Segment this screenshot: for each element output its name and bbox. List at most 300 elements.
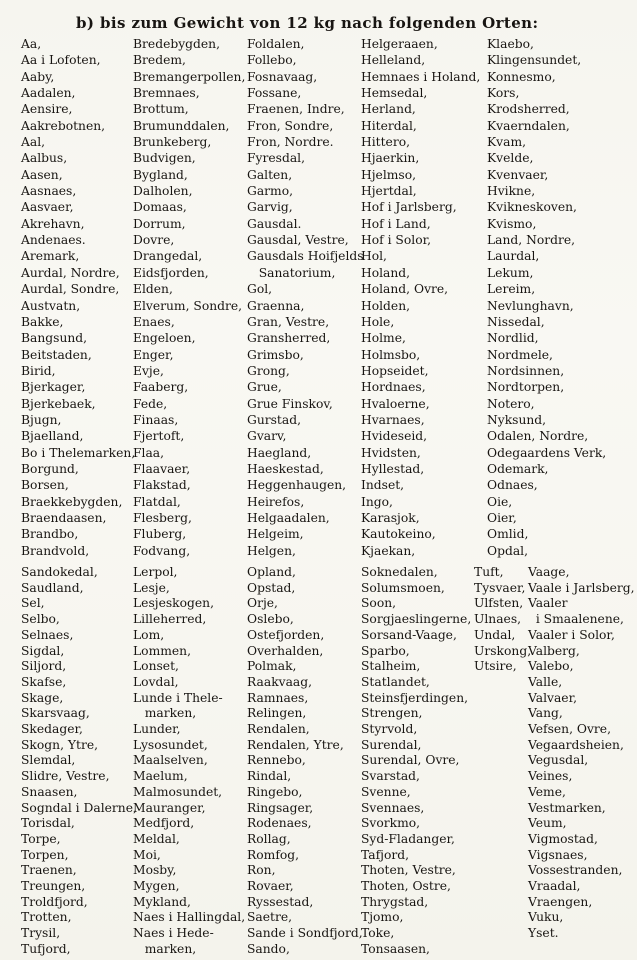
place-entry: Vestmarken, [528,800,606,815]
place-entry: Hole, [361,314,395,329]
place-entry: Birid, [21,363,56,378]
place-entry: Gausdal, Vestre, [247,233,349,248]
place-entry: Soknedalen, [361,565,438,579]
place-entry: Helgeraaen, [361,37,438,51]
place-entry: Bremnaes, [133,86,200,101]
place-entry: Aaby, [21,69,55,84]
place-entry: Fosnavaag, [247,69,318,84]
place-entry: Flakstad, [133,478,191,493]
place-entry: Brottum, [133,102,189,117]
place-entry: Vuku, [528,910,564,925]
place-entry: Slidre, Vestre, [21,769,110,784]
place-entry: Kautokeino, [361,527,436,542]
place-entry: Gran, Vestre, [247,314,330,329]
place-entry: Undal, [474,627,516,642]
place-entry: Haegland, [247,445,312,460]
place-entry: Slemdal, [21,753,76,768]
place-entry: Helgen, [247,543,296,558]
places-column-bottom-5 [474,565,531,675]
places-column-top-2 [133,36,245,559]
place-entry: Steinsfjerdingen, [361,690,469,705]
place-entry: Akrehavn, [21,216,85,231]
place-entry: Valle, [528,674,563,689]
place-entry: Valebo, [528,659,574,674]
place-entry: Bjerkager, [21,380,86,395]
place-entry: Sigdal, [21,643,65,658]
place-entry: i Smaalenene, [528,612,624,627]
place-entry: Nordsinnen, [487,363,565,378]
place-entry: Beitstaden, [21,347,92,362]
place-entry: Thoten, Vestre, [361,863,456,878]
place-entry: Ramnaes, [247,690,309,705]
place-entry: Medfjord, [133,816,195,831]
place-entry: Opland, [247,565,296,579]
place-entry: Domaas, [133,200,187,215]
place-entry: Veum, [528,816,567,831]
place-entry: Lysosundet, [133,737,208,752]
place-entry: Svenne, [361,784,411,799]
place-entry: Lerpol, [133,565,178,579]
place-entry: Bangsund, [21,331,88,346]
place-entry: Bremangerpollen, [133,69,246,84]
place-entry: Borsen, [21,478,69,493]
place-entry: Skage, [21,690,64,705]
place-entry: Nordmele, [487,347,553,362]
place-entry: Budvigen, [133,151,196,166]
place-entry: Lereim, [487,282,536,297]
place-entry: Andenaes. [21,233,86,248]
place-entry: Odalen, Nordre, [487,429,589,444]
place-entry: Yset. [528,926,559,941]
place-entry: Aakrebotnen, [21,118,106,133]
place-entry: Torpen, [21,847,69,862]
place-entry: Ingo, [361,494,393,509]
place-entry: Vaaler [528,596,568,611]
place-entry: Rendalen, Ytre, [247,737,344,752]
place-entry: Vraengen, [528,894,593,909]
place-entry: Aremark, [21,249,80,264]
place-entry: Polmak, [247,659,297,674]
place-entry: Hof i Jarlsberg, [361,200,457,215]
place-entry: Torpe, [21,831,61,846]
place-entry: Hordnaes, [361,380,426,395]
place-entry: Oslebo, [247,612,294,627]
place-entry: Flesberg, [133,510,192,525]
place-entry: Oie, [487,494,513,509]
place-entry: Svarstad, [361,769,420,784]
place-entry: Troldfjord, [21,894,88,909]
places-column-bottom-1 [21,565,137,958]
place-entry: Hjaerkin, [361,151,420,166]
place-entry: Grue Finskov, [247,396,333,411]
place-entry: Lovdal, [133,674,179,689]
place-entry: Lom, [133,627,165,642]
place-entry: Sorgjaeslingerne, [361,612,472,627]
place-entry: Bredem, [133,53,186,68]
place-entry: Selbo, [21,612,60,627]
place-entry: Laurdal, [487,249,540,264]
places-column-bottom-3 [247,565,363,958]
place-entry: Follebo, [247,53,297,68]
place-entry: Rodenaes, [247,816,312,831]
place-entry: Romfog, [247,847,300,862]
place-entry: Kvikneskoven, [487,200,577,215]
place-entry: Eidsfjorden, [133,265,209,280]
place-entry: Fraenen, Indre, [247,102,345,117]
place-entry: Veme, [528,784,566,799]
place-entry: Gausdals Hoifjelds [247,249,364,264]
place-entry: Fron, Sondre, [247,118,334,133]
place-entry: Sanatorium, [247,265,336,280]
place-entry: Saudland, [21,580,84,595]
place-entry: Rollag, [247,831,291,846]
place-entry: Hemsedal, [361,86,428,101]
place-entry: Garvig, [247,200,293,215]
place-entry: Aalbus, [21,151,68,166]
place-entry: Grue, [247,380,282,395]
place-entry: Tuft, [474,565,504,579]
place-entry: Odemark, [487,461,549,476]
place-entry: Hopseidet, [361,363,429,378]
place-entry: Tonsaasen, [361,941,430,956]
place-entry: Elverum, Sondre, [133,298,243,313]
place-entry: Lunder, [133,722,181,737]
place-entry: Kvenvaer, [487,167,549,182]
place-entry: Austvatn, [21,298,81,313]
place-entry: Hol, [361,249,387,264]
place-entry: Bo i Thelemarken, [21,445,136,460]
place-entry: Grong, [247,363,290,378]
place-entry: Ron, [247,863,276,878]
place-entry: Rovaer, [247,879,294,894]
place-entry: Sogndal i Dalerne, [21,800,137,815]
place-entry: marken, [133,706,197,721]
place-entry: Torisdal, [21,816,75,831]
place-entry: Aasnaes, [21,184,77,199]
place-entry: Omlid, [487,527,529,542]
place-entry: Bredebygden, [133,37,221,51]
place-entry: Land, Nordre, [487,233,576,248]
place-entry: Vossestranden, [528,863,623,878]
place-entry: Gransherred, [247,331,331,346]
place-entry: marken, [133,941,197,956]
place-entry: Finaas, [133,412,179,427]
place-entry: Gvarv, [247,429,287,444]
place-entry: Aal, [21,135,46,150]
place-entry: Kjaekan, [361,543,416,558]
place-entry: Vraadal, [528,879,581,894]
place-entry: Valberg, [528,643,580,658]
place-entry: Opdal, [487,543,528,558]
place-entry: Herland, [361,102,416,117]
place-entry: Moi, [133,847,161,862]
place-entry: Nevlunghavn, [487,298,574,313]
place-entry: Trysil, [21,926,61,941]
place-entry: Krodsherred, [487,102,570,117]
place-entry: Skogn, Ytre, [21,737,99,752]
place-entry: Bygland, [133,167,188,182]
place-entry: Ostefjorden, [247,627,325,642]
place-entry: Hjertdal, [361,184,417,199]
place-entry: Klingensundet, [487,53,582,68]
place-entry: Maelum, [133,769,188,784]
place-entry: Bjugn, [21,412,62,427]
place-entry: Strengen, [361,706,423,721]
places-column-bottom-6 [528,565,635,942]
place-entry: Skafse, [21,674,67,689]
place-entry: Orje, [247,596,278,611]
place-entry: Vigsnaes, [528,847,588,862]
place-entry: Galten, [247,167,293,182]
place-entry: Fede, [133,396,168,411]
place-entry: Svennaes, [361,800,425,815]
place-entry: Lommen, [133,643,191,658]
place-entry: Tjomo, [361,910,404,925]
place-entry: Aadalen, [21,86,76,101]
place-entry: Bjaelland, [21,429,84,444]
place-entry: Skarsvaag, [21,706,90,721]
place-entry: Solumsmoen, [361,580,445,595]
place-entry: Drangedal, [133,249,203,264]
place-entry: Sando, [247,941,290,956]
place-entry: Garmo, [247,184,294,199]
place-entry: Aensire, [21,102,73,117]
place-entry: Hof i Land, [361,216,431,231]
place-entry: Mauranger, [133,800,206,815]
place-entry: Opstad, [247,580,296,595]
place-entry: Overhalden, [247,643,324,658]
place-entry: Fyresdal, [247,151,305,166]
place-entry: Fossane, [247,86,302,101]
place-entry: Holmsbo, [361,347,421,362]
places-column-top-1 [21,36,135,559]
place-entry: Skedager, [21,722,83,737]
place-entry: Vigmostad, [528,831,598,846]
place-entry: Helleland, [361,53,426,68]
place-entry: Naes i Hallingdal, [133,910,246,925]
place-entry: Fjertoft, [133,429,185,444]
place-entry: Kvelde, [487,151,534,166]
place-entry: Gausdal. [247,216,302,231]
place-entry: Flaa, [133,445,165,460]
place-entry: Malmosundet, [133,784,223,799]
place-entry: Lunde i Thele- [133,690,223,705]
place-entry: Fron, Nordre. [247,135,334,150]
place-entry: Odegaardens Verk, [487,445,607,460]
place-entry: Vefsen, Ovre, [528,722,611,737]
place-entry: Vaale i Jarlsberg, [528,580,635,595]
place-entry: Veines, [528,769,573,784]
place-entry: Hittero, [361,135,411,150]
place-entry: Ulnaes, [474,612,522,627]
place-entry: Vaage, [528,565,570,579]
place-entry: Urskong, [474,643,532,658]
place-entry: Brandbo, [21,527,79,542]
place-entry: Brumunddalen, [133,118,230,133]
place-entry: Snaasen, [21,784,78,799]
place-entry: Evje, [133,363,164,378]
place-entry: Odnaes, [487,478,538,493]
place-entry: Hvidsten, [361,445,421,460]
place-entry: Gurstad, [247,412,301,427]
place-entry: Hemnaes i Holand, [361,69,481,84]
place-entry: Styrvold, [361,722,418,737]
place-entry: Aasen, [21,167,63,182]
place-entry: Trotten, [21,910,72,925]
place-entry: Relingen, [247,706,307,721]
place-entry: Holme, [361,331,406,346]
place-entry: Dovre, [133,233,175,248]
page-title: b) bis zum Gewicht von 12 kg nach folgenden Orten: [76,14,539,32]
place-entry: Ringsager, [247,800,314,815]
place-entry: Lesje, [133,580,170,595]
place-entry: Braendaasen, [21,510,107,525]
place-entry: Thrygstad, [361,894,429,909]
place-entry: Svorkmo, [361,816,421,831]
place-entry: Ringebo, [247,784,303,799]
place-entry: Traenen, [21,863,77,878]
place-entry: Aurdal, Sondre, [21,282,120,297]
place-entry: Nordlid, [487,331,539,346]
place-entry: Saetre, [247,910,293,925]
place-entry: Lonset, [133,659,179,674]
place-entry: Vaaler i Solor, [528,627,615,642]
place-entry: Hjelmso, [361,167,417,182]
place-entry: Thoten, Ostre, [361,879,451,894]
place-entry: Holand, [361,265,411,280]
place-entry: Selnaes, [21,627,74,642]
place-entry: Statlandet, [361,674,430,689]
place-entry: Klaebo, [487,37,534,51]
places-column-top-4 [361,36,480,559]
place-entry: Mykland, [133,894,191,909]
place-entry: Bakke, [21,314,64,329]
places-column-bottom-4 [361,565,471,958]
place-entry: Mosby, [133,863,177,878]
place-entry: Helgaadalen, [247,510,330,525]
place-entry: Faaberg, [133,380,189,395]
places-column-top-5 [487,36,606,559]
place-entry: Syd-Fladanger, [361,831,455,846]
place-entry: Sparbo, [361,643,410,658]
place-entry: Heggenhaugen, [247,478,347,493]
place-entry: Rendalen, [247,722,310,737]
place-entry: Oier, [487,510,517,525]
place-entry: Enger, [133,347,174,362]
place-entry: Soon, [361,596,397,611]
place-entry: Hiterdal, [361,118,417,133]
place-entry: Stalheim, [361,659,421,674]
place-entry: Nyksund, [487,412,547,427]
place-entry: Graenna, [247,298,305,313]
place-entry: Valvaer, [528,690,578,705]
place-entry: Nordtorpen, [487,380,565,395]
place-entry: Hvikne, [487,184,536,199]
place-entry: Hvarnaes, [361,412,425,427]
place-entry: Brandvold, [21,543,90,558]
place-entry: Engeloen, [133,331,196,346]
place-entry: Holden, [361,298,411,313]
place-entry: Aa, [21,37,42,51]
place-entry: Lesjeskogen, [133,596,214,611]
place-entry: Raakvaag, [247,674,313,689]
place-entry: Sandokedal, [21,565,98,579]
place-entry: Aa i Lofoten, [21,53,101,68]
place-entry: Nissedal, [487,314,545,329]
place-entry: Kvismo, [487,216,537,231]
place-entry: Surendal, [361,737,422,752]
place-entry: Heirefos, [247,494,305,509]
place-entry: Hvideseid, [361,429,428,444]
place-entry: Brunkeberg, [133,135,212,150]
place-entry: Grimsbo, [247,347,304,362]
place-entry: Naes i Hede- [133,926,214,941]
places-column-bottom-2 [133,565,245,958]
place-entry: Surendal, Ovre, [361,753,460,768]
place-entry: Meldal, [133,831,180,846]
place-entry: Dalholen, [133,184,193,199]
place-entry: Treungen, [21,879,86,894]
place-entry: Ulfsten, [474,596,524,611]
place-entry: Bjerkebaek, [21,396,96,411]
place-entry: Helgeim, [247,527,304,542]
place-entry: Fodvang, [133,543,191,558]
place-entry: Haeskestad, [247,461,324,476]
place-entry: Tysvaer, [474,580,526,595]
place-entry: Flaavaer, [133,461,191,476]
place-entry: Ryssestad, [247,894,314,909]
place-entry: Sande i Sondfjord, [247,926,363,941]
place-entry: Utsire, [474,659,517,674]
place-entry: Tafjord, [361,847,410,862]
place-entry: Rennebo, [247,753,306,768]
place-entry: Enaes, [133,314,175,329]
place-entry: Lekum, [487,265,534,280]
place-entry: Vang, [528,706,563,721]
place-entry: Konnesmo, [487,69,556,84]
place-entry: Gol, [247,282,273,297]
place-entry: Foldalen, [247,37,305,51]
place-entry: Kvam, [487,135,527,150]
place-entry: Tufjord, [21,941,71,956]
place-entry: Kvaerndalen, [487,118,570,133]
place-entry: Siljord, [21,659,67,674]
place-entry: Indset, [361,478,405,493]
place-entry: Elden, [133,282,173,297]
place-entry: Braekkebygden, [21,494,123,509]
place-entry: Aurdal, Nordre, [21,265,120,280]
place-entry: Sorsand-Vaage, [361,627,457,642]
place-entry: Karasjok, [361,510,420,525]
place-entry: Maalselven, [133,753,208,768]
place-entry: Aasvaer, [21,200,74,215]
place-entry: Kors, [487,86,520,101]
place-entry: Hof i Solor, [361,233,432,248]
place-entry: Holand, Ovre, [361,282,449,297]
place-entry: Hyllestad, [361,461,425,476]
place-entry: Fluberg, [133,527,187,542]
place-entry: Vegusdal, [528,753,589,768]
place-entry: Hvaloerne, [361,396,430,411]
place-entry: Dorrum, [133,216,186,231]
place-entry: Notero, [487,396,535,411]
place-entry: Toke, [361,926,395,941]
places-column-top-3 [247,36,364,559]
place-entry: Vegaardsheien, [528,737,624,752]
place-entry: Sel, [21,596,45,611]
place-entry: Flatdal, [133,494,181,509]
place-entry: Rindal, [247,769,292,784]
